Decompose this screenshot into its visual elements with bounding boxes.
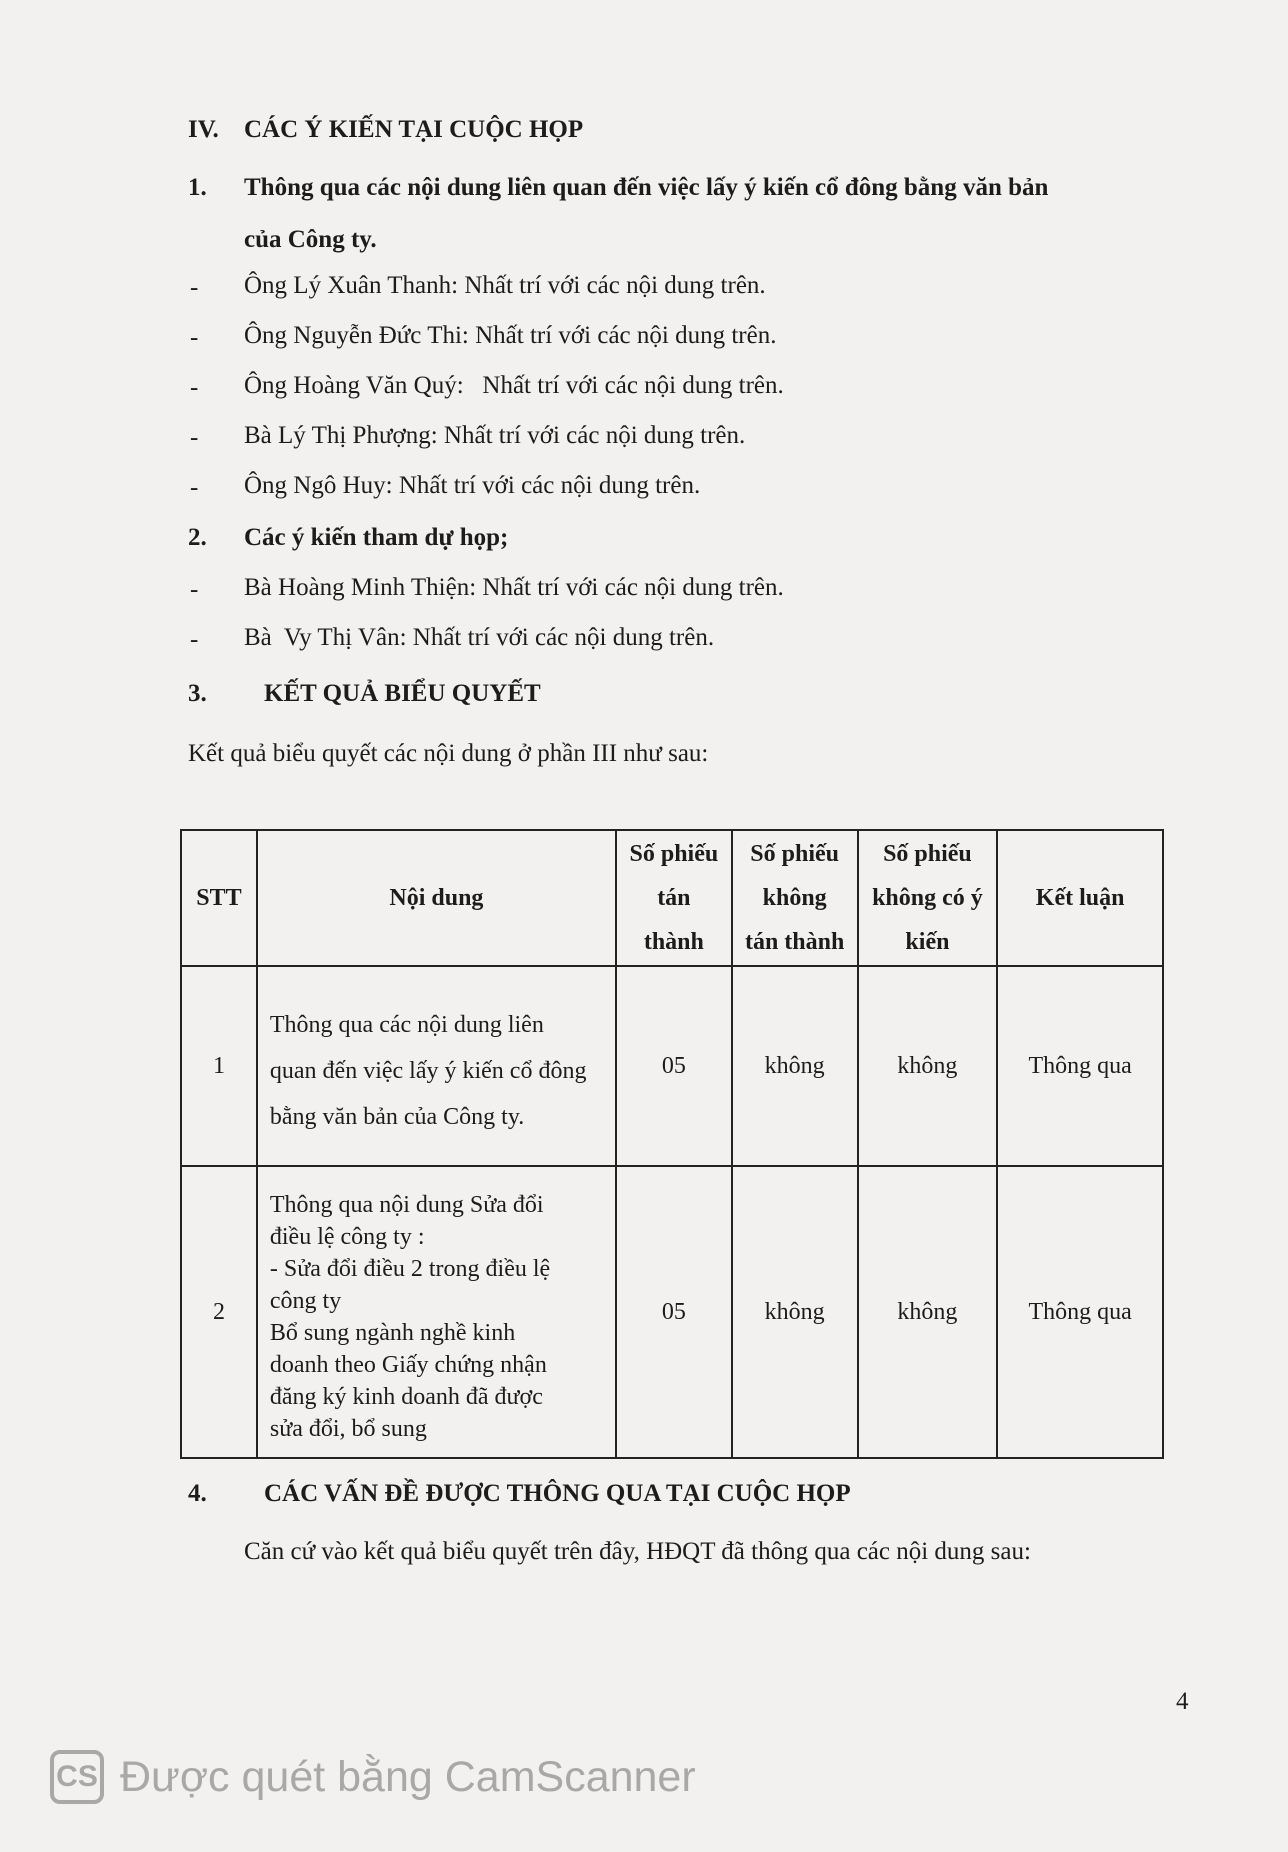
section-number: IV. bbox=[188, 116, 219, 143]
bullet-dash: - bbox=[190, 576, 199, 603]
page-number: 4 bbox=[1176, 1688, 1189, 1715]
row-no-opinion: không bbox=[858, 966, 998, 1166]
bullet-dash: - bbox=[190, 626, 199, 653]
row-content-line: Thông qua các nội dung liên bbox=[269, 1012, 544, 1038]
header-approve bbox=[616, 830, 732, 966]
attendee-opinion-1: Bà Hoàng Minh Thiện: Nhất trí với các nội dung trên. bbox=[244, 574, 784, 601]
row-content-line: - Sửa đổi điều 2 trong điều lệ bbox=[269, 1256, 551, 1282]
watermark-text: Được quét bằng CamScanner bbox=[120, 1752, 696, 1801]
header-disapprove-line: Số phiếu bbox=[750, 841, 840, 867]
row-content-line: Thông qua nội dung Sửa đổi bbox=[269, 1192, 544, 1218]
row-conclusion: Thông qua bbox=[997, 966, 1163, 1166]
bullet-dash: - bbox=[190, 324, 199, 351]
attendee-opinion-2: Bà Vy Thị Vân: Nhất trí với các nội dung trên. bbox=[244, 624, 715, 651]
opinion-1: Ông Lý Xuân Thanh: Nhất trí với các nội dung trên. bbox=[244, 272, 766, 299]
table-header-row bbox=[181, 830, 1163, 966]
row-conclusion: Thông qua bbox=[997, 1166, 1163, 1458]
item-2-title: Các ý kiến tham dự họp; bbox=[244, 524, 509, 551]
header-stt: STT bbox=[181, 830, 257, 966]
table-row bbox=[181, 966, 1163, 1166]
item-1-number: 1. bbox=[188, 174, 207, 201]
header-disapprove-line: tán thành bbox=[744, 929, 845, 955]
row-content bbox=[257, 1166, 616, 1458]
header-approve-line: Số phiếu bbox=[629, 841, 719, 867]
item-4-number: 4. bbox=[188, 1480, 207, 1507]
row-content bbox=[257, 966, 616, 1166]
row-content-line: sửa đổi, bổ sung bbox=[269, 1416, 427, 1442]
item-3-number: 3. bbox=[188, 680, 207, 707]
header-content: Nội dung bbox=[257, 830, 616, 966]
row-stt: 2 bbox=[181, 1166, 257, 1458]
header-disapprove bbox=[732, 830, 858, 966]
bullet-dash: - bbox=[190, 424, 199, 451]
item-1-title-line-2: của Công ty. bbox=[244, 226, 377, 253]
bullet-dash: - bbox=[190, 374, 199, 401]
item-1-title-line-1: Thông qua các nội dung liên quan đến việc lấy ý kiến cổ đông bằng văn bản bbox=[244, 174, 1049, 201]
header-approve-line: tán bbox=[657, 885, 691, 911]
row-content-line: công ty bbox=[269, 1288, 342, 1314]
header-conclusion: Kết luận bbox=[997, 830, 1163, 966]
opinion-2: Ông Nguyễn Đức Thi: Nhất trí với các nội dung trên. bbox=[244, 322, 777, 349]
row-stt: 1 bbox=[181, 966, 257, 1166]
row-content-line: đăng ký kinh doanh đã được bbox=[269, 1384, 543, 1410]
opinion-4: Bà Lý Thị Phượng: Nhất trí với các nội dung trên. bbox=[244, 422, 746, 449]
row-content-line: doanh theo Giấy chứng nhận bbox=[269, 1352, 547, 1378]
row-approve: 05 bbox=[616, 1166, 732, 1458]
row-content-line: quan đến việc lấy ý kiến cổ đông bbox=[269, 1058, 587, 1084]
camscanner-logo-icon: CS bbox=[50, 1750, 104, 1804]
item-3-title: KẾT QUẢ BIỂU QUYẾT bbox=[264, 680, 541, 707]
header-no-opinion bbox=[858, 830, 998, 966]
table-row bbox=[181, 1166, 1163, 1458]
item-4-title: CÁC VẤN ĐỀ ĐƯỢC THÔNG QUA TẠI CUỘC HỌP bbox=[264, 1480, 851, 1507]
camscanner-watermark bbox=[50, 1750, 696, 1804]
header-approve-line: thành bbox=[643, 929, 704, 955]
row-approve: 05 bbox=[616, 966, 732, 1166]
item-4-intro: Căn cứ vào kết quả biểu quyết trên đây, HĐQT đã thông qua các nội dung sau: bbox=[244, 1538, 1031, 1565]
row-no-opinion: không bbox=[858, 1166, 998, 1458]
row-content-line: bằng văn bản của Công ty. bbox=[269, 1104, 525, 1130]
header-no-opinion-line: không có ý bbox=[872, 885, 983, 911]
opinion-3: Ông Hoàng Văn Quý: Nhất trí với các nội dung trên. bbox=[244, 372, 784, 399]
bullet-dash: - bbox=[190, 274, 199, 301]
header-no-opinion-line: kiến bbox=[905, 929, 950, 955]
section-title: CÁC Ý KIẾN TẠI CUỘC HỌP bbox=[244, 116, 584, 143]
header-no-opinion-line: Số phiếu bbox=[883, 841, 972, 867]
item-2-number: 2. bbox=[188, 524, 207, 551]
row-content-line: điều lệ công ty : bbox=[269, 1224, 425, 1250]
voting-results-table bbox=[180, 829, 1164, 1459]
item-3-intro: Kết quả biểu quyết các nội dung ở phần III như sau: bbox=[188, 740, 709, 767]
opinion-5: Ông Ngô Huy: Nhất trí với các nội dung trên. bbox=[244, 472, 701, 499]
row-content-line: Bổ sung ngành nghề kinh bbox=[269, 1320, 516, 1346]
row-disapprove: không bbox=[732, 966, 858, 1166]
row-disapprove: không bbox=[732, 1166, 858, 1458]
header-disapprove-line: không bbox=[762, 885, 827, 911]
bullet-dash: - bbox=[190, 474, 199, 501]
